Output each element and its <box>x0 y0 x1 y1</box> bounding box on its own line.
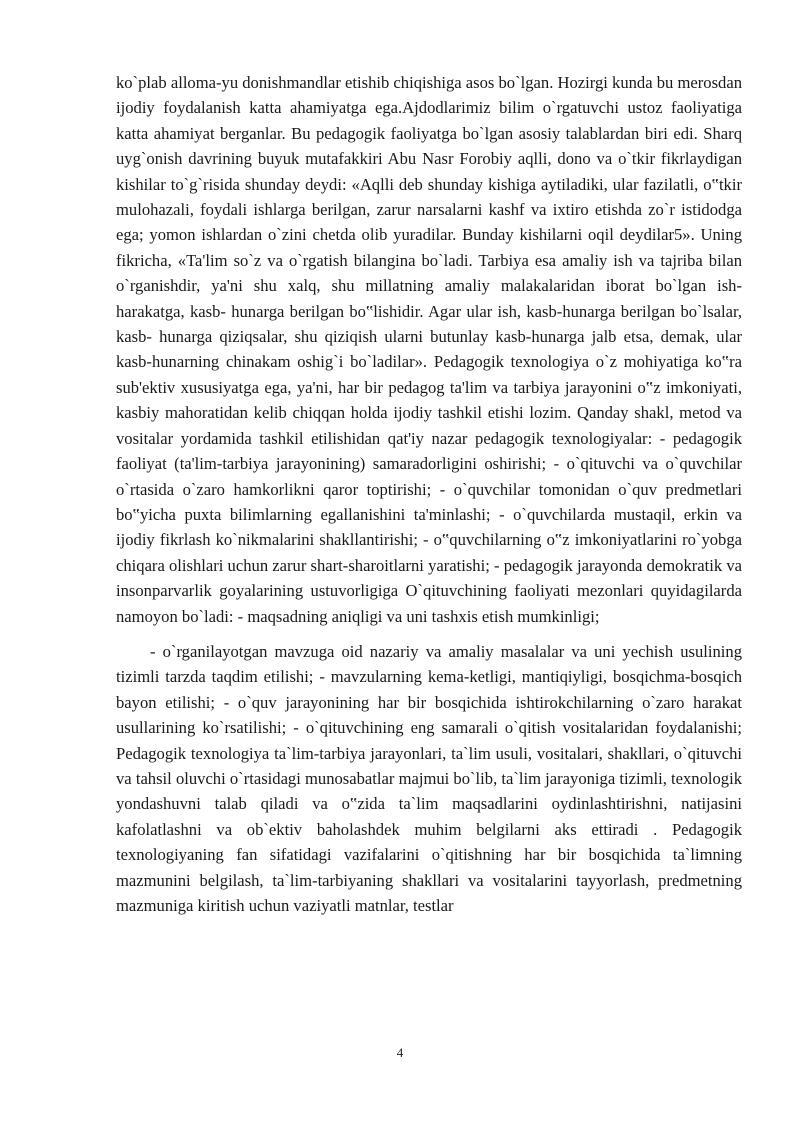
paragraph: - o`rganilayotgan mavzuga oid nazariy va amaliy masalalar va uni yechish usulining tizimli tarzda taqdim etilishi; - mavzularning kema-ketligi, mantiqiyligi, bosqichma-bosqich bayon etilishi; - o`quv jarayonining har bir bosqichida ishtirokchilarning o`zaro harakat usullarining ko`rsatilishi; - o`qituvchining eng samarali o`qitish vositalaridan foydalanishi; Pedagogik texnologiya ta`lim-tarbiya jarayonlari, ta`lim usuli, vositalari, shakllari, o`qituvchi va tahsil oluvchi o`rtasidagi munosabatlar majmui bo`lib, ta`lim jarayoniga tizimli, texnologik yondashuvni talab qiladi va o‟zida ta`lim maqsadlarini oydinlashtirishni, natijasini kafolatlashni va ob`ektiv baholashdek muhim belgilarni aks ettiradi . Pedagogik texnologiyaning fan sifatidagi vazifalarini o`qitishning har bir bosqichida ta`limning mazmunini belgilash, ta`lim-tarbiyaning shakllari va vositalarini tayyorlash, predmetning mazmuniga kiritish uchun vaziyatli matnlar, testlar <box>116 641 742 915</box>
document-page <box>116 70 742 918</box>
page-number: 4 <box>396 1045 404 1060</box>
paragraph: ko`plab alloma-yu donishmandlar etishib chiqishiga asos bo`lgan. Hozirgi kunda bu merosdan ijodiy foydalanish katta ahamiyatga ega.Ajdodlarimiz bilim o`rgatuvchi ustoz faoliyatiga katta ahamiyat berganlar. Bu pedagogik faoliyatga bo`lgan asosiy talablardan biri edi. Sharq uyg`onish davrining buyuk mutafakkiri Abu Nasr Forobiy aqlli, dono va o`tkir fikrlaydigan kishilar to`g`risida shunday deydi: «Aqlli deb shunday kishiga aytiladiki, ular fazilatli, o‟tkir mulohazali, foydali ishlarga berilgan, zarur narsalarni kashf va ixtiro etishda zo`r istidodga ega; yomon ishlardan o`zini chetda olib yuradilar. Bunday kishilarni oqil deydilar5». Uning fikricha, «Ta'lim so`z va o`rgatish bilangina bo`ladi. Tarbiya esa amaliy ish va tajriba bilan o`rganishdir, ya'ni shu xalq, shu millatning amaliy malakalaridan iborat bo`lgan ish-harakatga, kasb- hunarga berilgan bo‟lishidir. Agar ular ish, kasb-hunarga berilgan bo`lsalar, kasb- hunarga qiziqsalar, shu qiziqish ularni butunlay kasb-hunarga jalb etsa, demak, ular kasb-hunarning chinakam oshig`i bo`ladilar». Pedagogik texnologiya o`z mohiyatiga ko‟ra sub'ektiv xususiyatga ega, ya'ni, har bir pedagog ta'lim va tarbiya jarayonini o‟z imkoniyati, kasbiy mahoratidan kelib chiqqan holda ijodiy tashkil etishi lozim. Qanday shakl, metod va vositalar yordamida tashkil etilishidan qat'iy nazar pedagogik texnologiyalar: - pedagogik faoliyat (ta'lim-tarbiya jarayonining) samaradorligini oshirishi; - o`qituvchi va o`quvchilar o`rtasida o`zaro hamkorlikni qaror toptirishi; - o`quvchilar tomonidan o`quv predmetlari bo‟yicha puxta bilimlarning egallanishini ta'minlashi; - o`quvchilarda mustaqil, erkin va ijodiy fikrlash ko`nikmalarini shakllantirishi; - o‟quvchilarning o‟z imkoniyatlarini ro`yobga chiqara olishlari uchun zarur shart-sharoitlarni yaratishi; - pedagogik jarayonda demokratik va insonparvarlik goyalarining ustuvorligiga O`qituvchining faoliyati mezonlari quyidagilarda namoyon bo`ladi: - maqsadning aniqligi va uni tashxis etish mumkinligi; <box>116 73 742 626</box>
